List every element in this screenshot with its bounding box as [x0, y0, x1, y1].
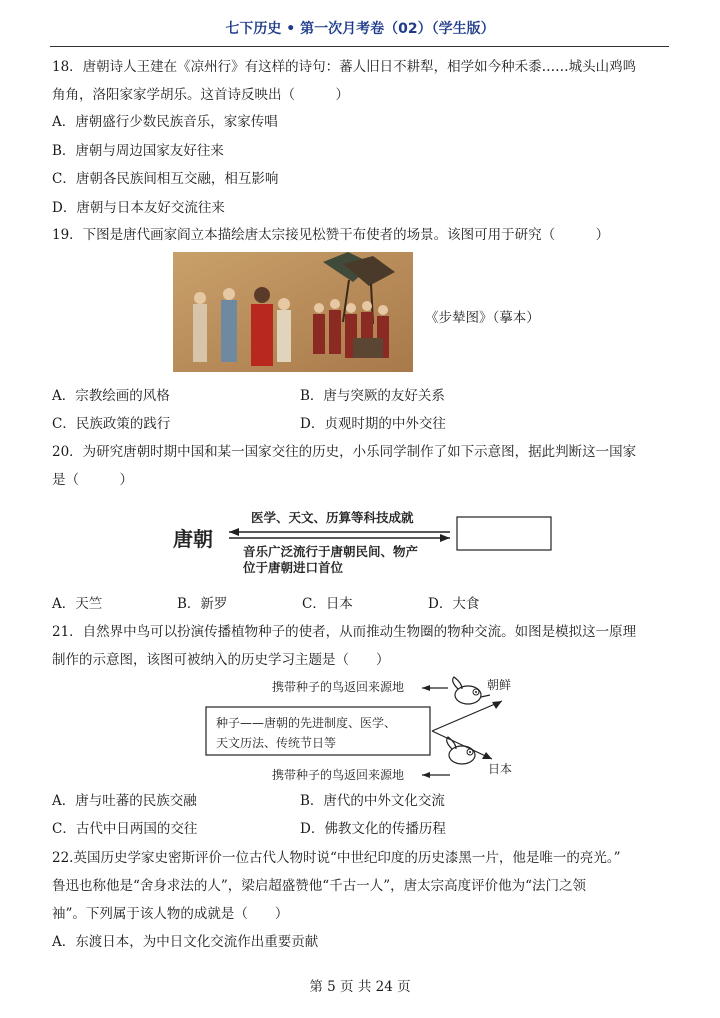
seed-box-line2: 天文历法、传统节日等	[216, 736, 337, 750]
q20-option-c[interactable]: C．日本	[302, 596, 353, 612]
q20-option-d[interactable]: D．大食	[428, 596, 480, 612]
painting-caption: 《步辇图》（摹本）	[425, 310, 540, 326]
q21-option-c[interactable]: C．古代中日两国的交往	[52, 821, 198, 837]
q18-stem-line2: 角角，洛阳家家学胡乐。这首诗反映出（ ）	[52, 87, 349, 103]
q20-option-b[interactable]: B．新罗	[177, 596, 228, 612]
q18-option-b[interactable]: B．唐朝与周边国家友好往来	[52, 143, 224, 159]
q21-stem-line1: 21．自然界中鸟可以扮演传播植物种子的使者，从而推动生物圈的物种交流。如图是模拟这一原理	[52, 624, 637, 640]
diagram-bottom-label-2: 位于唐朝进口首位	[243, 560, 344, 575]
bird-top-icon	[453, 677, 490, 704]
page-header: 七下历史 • 第一次月考卷（02）（学生版）	[225, 21, 495, 37]
header-rule	[50, 46, 669, 47]
q22-stem-line2: 鲁迅也称他是“舍身求法的人”，梁启超盛赞他“千古一人”，唐太宗高度评价他为“法门之领	[52, 878, 587, 894]
diagram-top-arrowhead	[229, 528, 239, 536]
painting-image	[173, 252, 413, 372]
diagram-bottom-arrowhead	[440, 534, 450, 542]
dest-japan-label: 日本	[488, 762, 513, 776]
bird-top-label: 携带种子的鸟返回来源地	[272, 680, 405, 694]
q18-stem-line1: 18．唐朝诗人王建在《凉州行》有这样的诗句：蕃人旧日不耕犁，相学如今种禾黍……城头山鸡鸣	[52, 59, 637, 75]
q22-stem-line3: 袖”。下列属于该人物的成就是（ ）	[52, 906, 289, 922]
q18-option-d[interactable]: D．唐朝与日本友好交流往来	[52, 200, 225, 216]
q18-option-c[interactable]: C．唐朝各民族间相互交融，相互影响	[52, 171, 279, 187]
q21-stem-line2: 制作的示意图，该图可被纳入的历史学习主题是（ ）	[52, 652, 390, 668]
q20-stem-line1: 20．为研究唐朝时期中国和某一国家交往的历史，小乐同学制作了如下示意图，据此判断这一国家	[52, 444, 637, 460]
diagram-tang-label: 唐朝	[173, 527, 213, 551]
q19-option-c[interactable]: C．民族政策的践行	[52, 416, 171, 432]
q19-option-a[interactable]: A．宗教绘画的风格	[52, 388, 170, 404]
q21-option-a[interactable]: A．唐与吐蕃的民族交融	[52, 793, 197, 809]
bird-bottom-label: 携带种子的鸟返回来源地	[272, 768, 405, 782]
diagram-top-arrow-label: 医学、天文、历算等科技成就	[251, 510, 414, 525]
q22-stem-line1: 22.英国历史学家史密斯评价一位古代人物时说“中世纪印度的历史漆黑一片，他是唯一的亮光。”	[52, 850, 621, 866]
q19-stem-line1: 19．下图是唐代画家阎立本描绘唐太宗接见松赞干布使者的场景。该图可用于研究（ ）	[52, 227, 610, 243]
diagram-blank-box	[457, 517, 551, 550]
q20-option-a[interactable]: A．天竺	[52, 596, 103, 612]
diagram-bottom-label-1: 音乐广泛流行于唐朝民间、物产	[243, 544, 419, 559]
page-number: 第 5 页 共 24 页	[309, 979, 411, 995]
q19-option-d[interactable]: D．贞观时期的中外交往	[300, 416, 446, 432]
q20-stem-line2: 是（ ）	[52, 472, 133, 488]
bird-bottom-icon	[447, 737, 475, 764]
q19-option-b[interactable]: B．唐与突厥的友好关系	[300, 388, 445, 404]
dest-korea-label: 朝鲜	[487, 678, 512, 692]
q21-option-b[interactable]: B．唐代的中外文化交流	[300, 793, 445, 809]
bird-seed-diagram	[200, 675, 560, 787]
seed-box-line1: 种子——唐朝的先进制度、医学、	[216, 716, 397, 730]
q18-option-a[interactable]: A．唐朝盛行少数民族音乐，家家传唱	[52, 114, 278, 130]
tang-exchange-diagram	[165, 500, 565, 586]
q22-option-a[interactable]: A．东渡日本，为中日文化交流作出重要贡献	[52, 934, 319, 950]
q21-option-d[interactable]: D．佛教文化的传播历程	[300, 821, 446, 837]
